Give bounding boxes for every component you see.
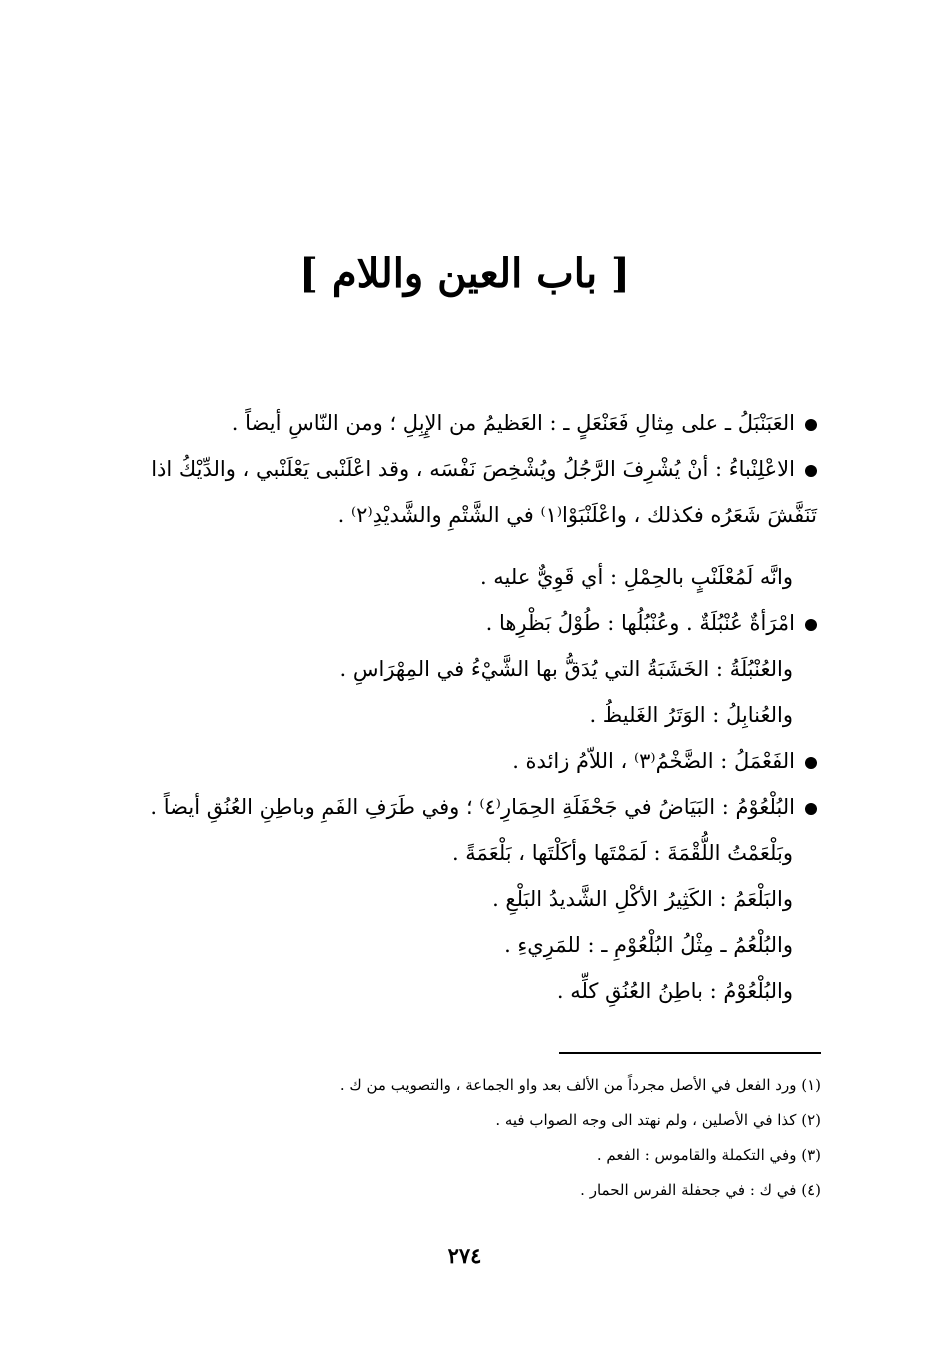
- footnote-divider: [559, 1052, 821, 1054]
- spacer: [108, 538, 817, 554]
- footnotes: [108, 1068, 821, 1208]
- entry-text: والبُلْعُوْمُ : باطِنُ العُنُقِ كلِّه .: [556, 979, 793, 1003]
- entry-text: والبَلْعَمُ : الكَثِيرُ الأكْلِ الشَّديدُ البَلْعِ .: [492, 887, 793, 911]
- entry-text: وبَلْعَمْتُ اللُّقْمَةَ : لَمَمْتَها وأكَلْتَها ، بَلْعَمَةً .: [451, 841, 793, 865]
- entry-mulanbin: [108, 554, 817, 600]
- bullet-icon: [805, 465, 817, 477]
- bullet-icon: [805, 619, 817, 631]
- entry-bulum-batin: [108, 968, 817, 1014]
- entry-text: الفَعْمَلُ : الضَّخْمُ⁽٣⁾ ، اللاّمُ زائدة .: [512, 749, 795, 773]
- entry-unabil: [108, 692, 817, 738]
- entry-unbula: [108, 600, 817, 646]
- entry-text: البُلْعُوْمُ : البَيَاضُ في جَحْفَلَةِ الحِمَارِ⁽٤⁾ ؛ وفي طَرَفِ الفَمِ وباطِنِ العُنُقِ أيضاً .: [150, 795, 795, 819]
- entry-text: وانَّه لَمُعْلَنْبٍ بالحِمْلِ : أي قَوِيٌّ عليه .: [479, 565, 793, 589]
- entry-famal: [108, 738, 817, 784]
- chapter-title: [ باب العين واللام ]: [299, 250, 630, 297]
- entry-text: امْرَأةٌ عُنْبُلَةٌ . وعُنْبُلُها : طُوْلُ بَظْرِها .: [485, 611, 795, 635]
- footnote-4: (٤) في ك : في جحفلة الفرس الحمار .: [580, 1181, 821, 1199]
- entry-unbula-khashaba: [108, 646, 817, 692]
- entry-abanbal: [108, 400, 817, 446]
- entry-text: والعُنابِلُ : الوَتَرُ الغَليظُ .: [589, 703, 793, 727]
- entry-text: الاعْلِنْباءُ : أنْ يُشْرِفَ الرَّجُلُ ويُشْخِصَ نَفْسَه ، وقد اعْلَنْبى يَعْلَنْبي ، والدِّيْكُ اذا تَنَفَّشَ شَعَرُه فكذلك ، واعْلَنْبَوْا⁽١⁾ في الشَّتْمِ والشَّديْدِ⁽٢⁾ .: [151, 457, 817, 527]
- entry-balamtu: [108, 830, 817, 876]
- footnote-2: (٢) كذا في الأصلين ، ولم نهتد الى وجه الصواب فيه .: [495, 1111, 821, 1129]
- bullet-icon: [805, 419, 817, 431]
- footnote-1: (١) ورد الفعل في الأصل مجرداً من الألف بعد واو الجماعة ، والتصويب من ك .: [339, 1076, 821, 1094]
- bullet-icon: [805, 757, 817, 769]
- entry-ilinba: [108, 446, 817, 538]
- entry-balam: [108, 876, 817, 922]
- entry-text: العَبَنْبَلُ ـ على مِثالِ فَعَنْعَلٍ ـ : العَظيمُ من الإِبِلِ ؛ ومن النّاسِ أيضاً .: [231, 411, 795, 435]
- footnote-3: (٣) وفي التكملة والقاموس : الفعم .: [596, 1146, 821, 1164]
- entry-text: والبُلْعُمُ ـ مِثْلُ البُلْعُوْمِ ـ : للمَرِيءِ .: [504, 933, 793, 957]
- dictionary-entries: [108, 400, 817, 1014]
- page-number: ٢٧٤: [447, 1243, 482, 1268]
- bullet-icon: [805, 803, 817, 815]
- entry-text: والعُنْبُلَةُ : الخَشَبَةُ التي يُدَقُّ بها الشَّيْءُ في المِهْرَاسِ .: [339, 657, 793, 681]
- entry-bulum-mari: [108, 922, 817, 968]
- entry-bulum: [108, 784, 817, 830]
